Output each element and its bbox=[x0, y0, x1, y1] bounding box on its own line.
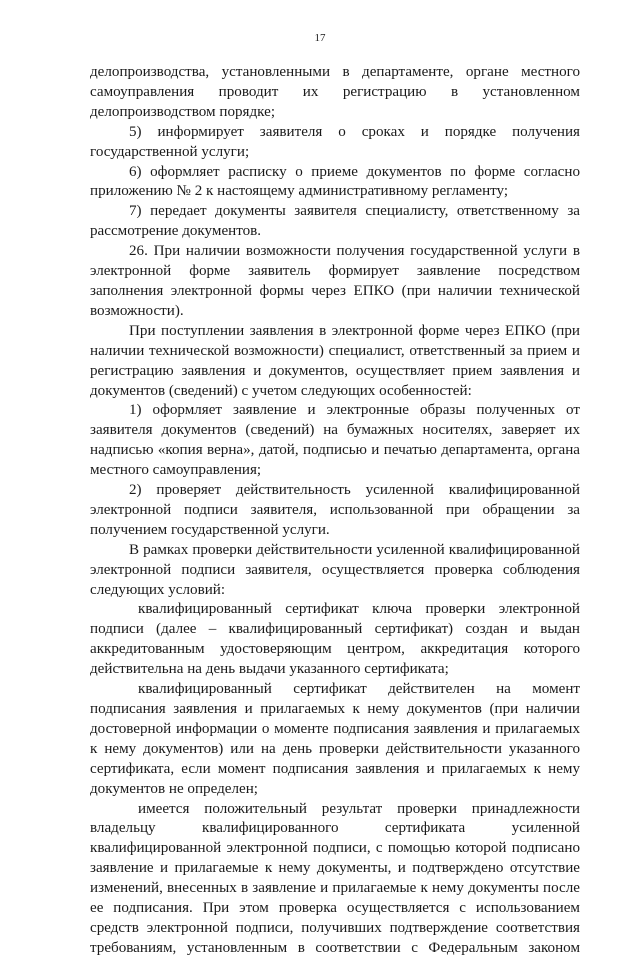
paragraph-item-6: 6) оформляет расписку о приеме документов по форме согласно приложению № 2 к настоящему административному регламенту; bbox=[90, 163, 580, 200]
paragraph-item-5: 5) информирует заявителя о сроках и порядке получения государственной услуги; bbox=[90, 123, 580, 160]
paragraph-item-7: 7) передает документы заявителя специалисту, ответственному за рассмотрение документов. bbox=[90, 203, 580, 240]
paragraph-condition-certificate-valid: квалифицированный сертификат действителен на момент подписания заявления и прилагаемых к нему документов (при наличии достоверной информации о моменте подписания заявления и прилагаемых к нему документов) или на день проверки действительности указанного сертификата, если момент подписания заявления и прилагаемых к нему документов не определен; bbox=[90, 681, 580, 797]
paragraph-subitem-1: 1) оформляет заявление и электронные образы полученных от заявителя документов (сведений) на бумажных носителях, заверяет их надписью «копия верна», датой, подписью и печатью департамента, органа местного самоуправления; bbox=[90, 402, 580, 479]
paragraph-electronic-receipt: При поступлении заявления в электронной форме через ЕПКО (при наличии технической возможности) специалист, ответственный за прием и регистрацию заявления и документов, осуществляет прием заявления и документов (сведений) с учетом следующих особенностей: bbox=[90, 322, 580, 399]
paragraph-signature-check-intro: В рамках проверки действительности усиленной квалифицированной электронной подписи заявителя, осуществляется проверка соблюдения следующих условий: bbox=[90, 541, 580, 598]
paragraph-clause-26: 26. При наличии возможности получения государственной услуги в электронной форме заявитель формирует заявление посредством заполнения электронной формы через ЕПКО (при наличии технической возможности). bbox=[90, 243, 580, 319]
paragraph-condition-ownership-check: имеется положительный результат проверки принадлежности владельцу квалифицированного сертификата усиленной квалифицированной электронной подписи, с помощью которой подписано заявление и прилагаемые к нему документы, и подтверждено отсутствие изменений, внесенных в заявление и прилагаемые к нему документы после ее подписания. При этом проверка осуществляется с использованием средств электронной подписи, получивших подтверждение соответствия требованиям, установленным в соответствии с Федеральным законом bbox=[90, 800, 580, 956]
page-number: 17 bbox=[314, 32, 326, 44]
paragraph-registration-continuation: делопроизводства, установленными в департаменте, органе местного самоуправления проводит их регистрацию в установленном делопроизводством порядке; bbox=[90, 64, 580, 120]
paragraph-condition-certificate-issued: квалифицированный сертификат ключа проверки электронной подписи (далее – квалифицированный сертификат) создан и выдан аккредитованным удостоверяющим центром, аккредитация которого действительна на день выдачи указанного сертификата; bbox=[90, 601, 580, 678]
document-body bbox=[90, 63, 580, 959]
paragraph-subitem-2: 2) проверяет действительность усиленной квалифицированной электронной подписи заявителя, использованной при обращении за получением государственной услуги. bbox=[90, 482, 580, 538]
